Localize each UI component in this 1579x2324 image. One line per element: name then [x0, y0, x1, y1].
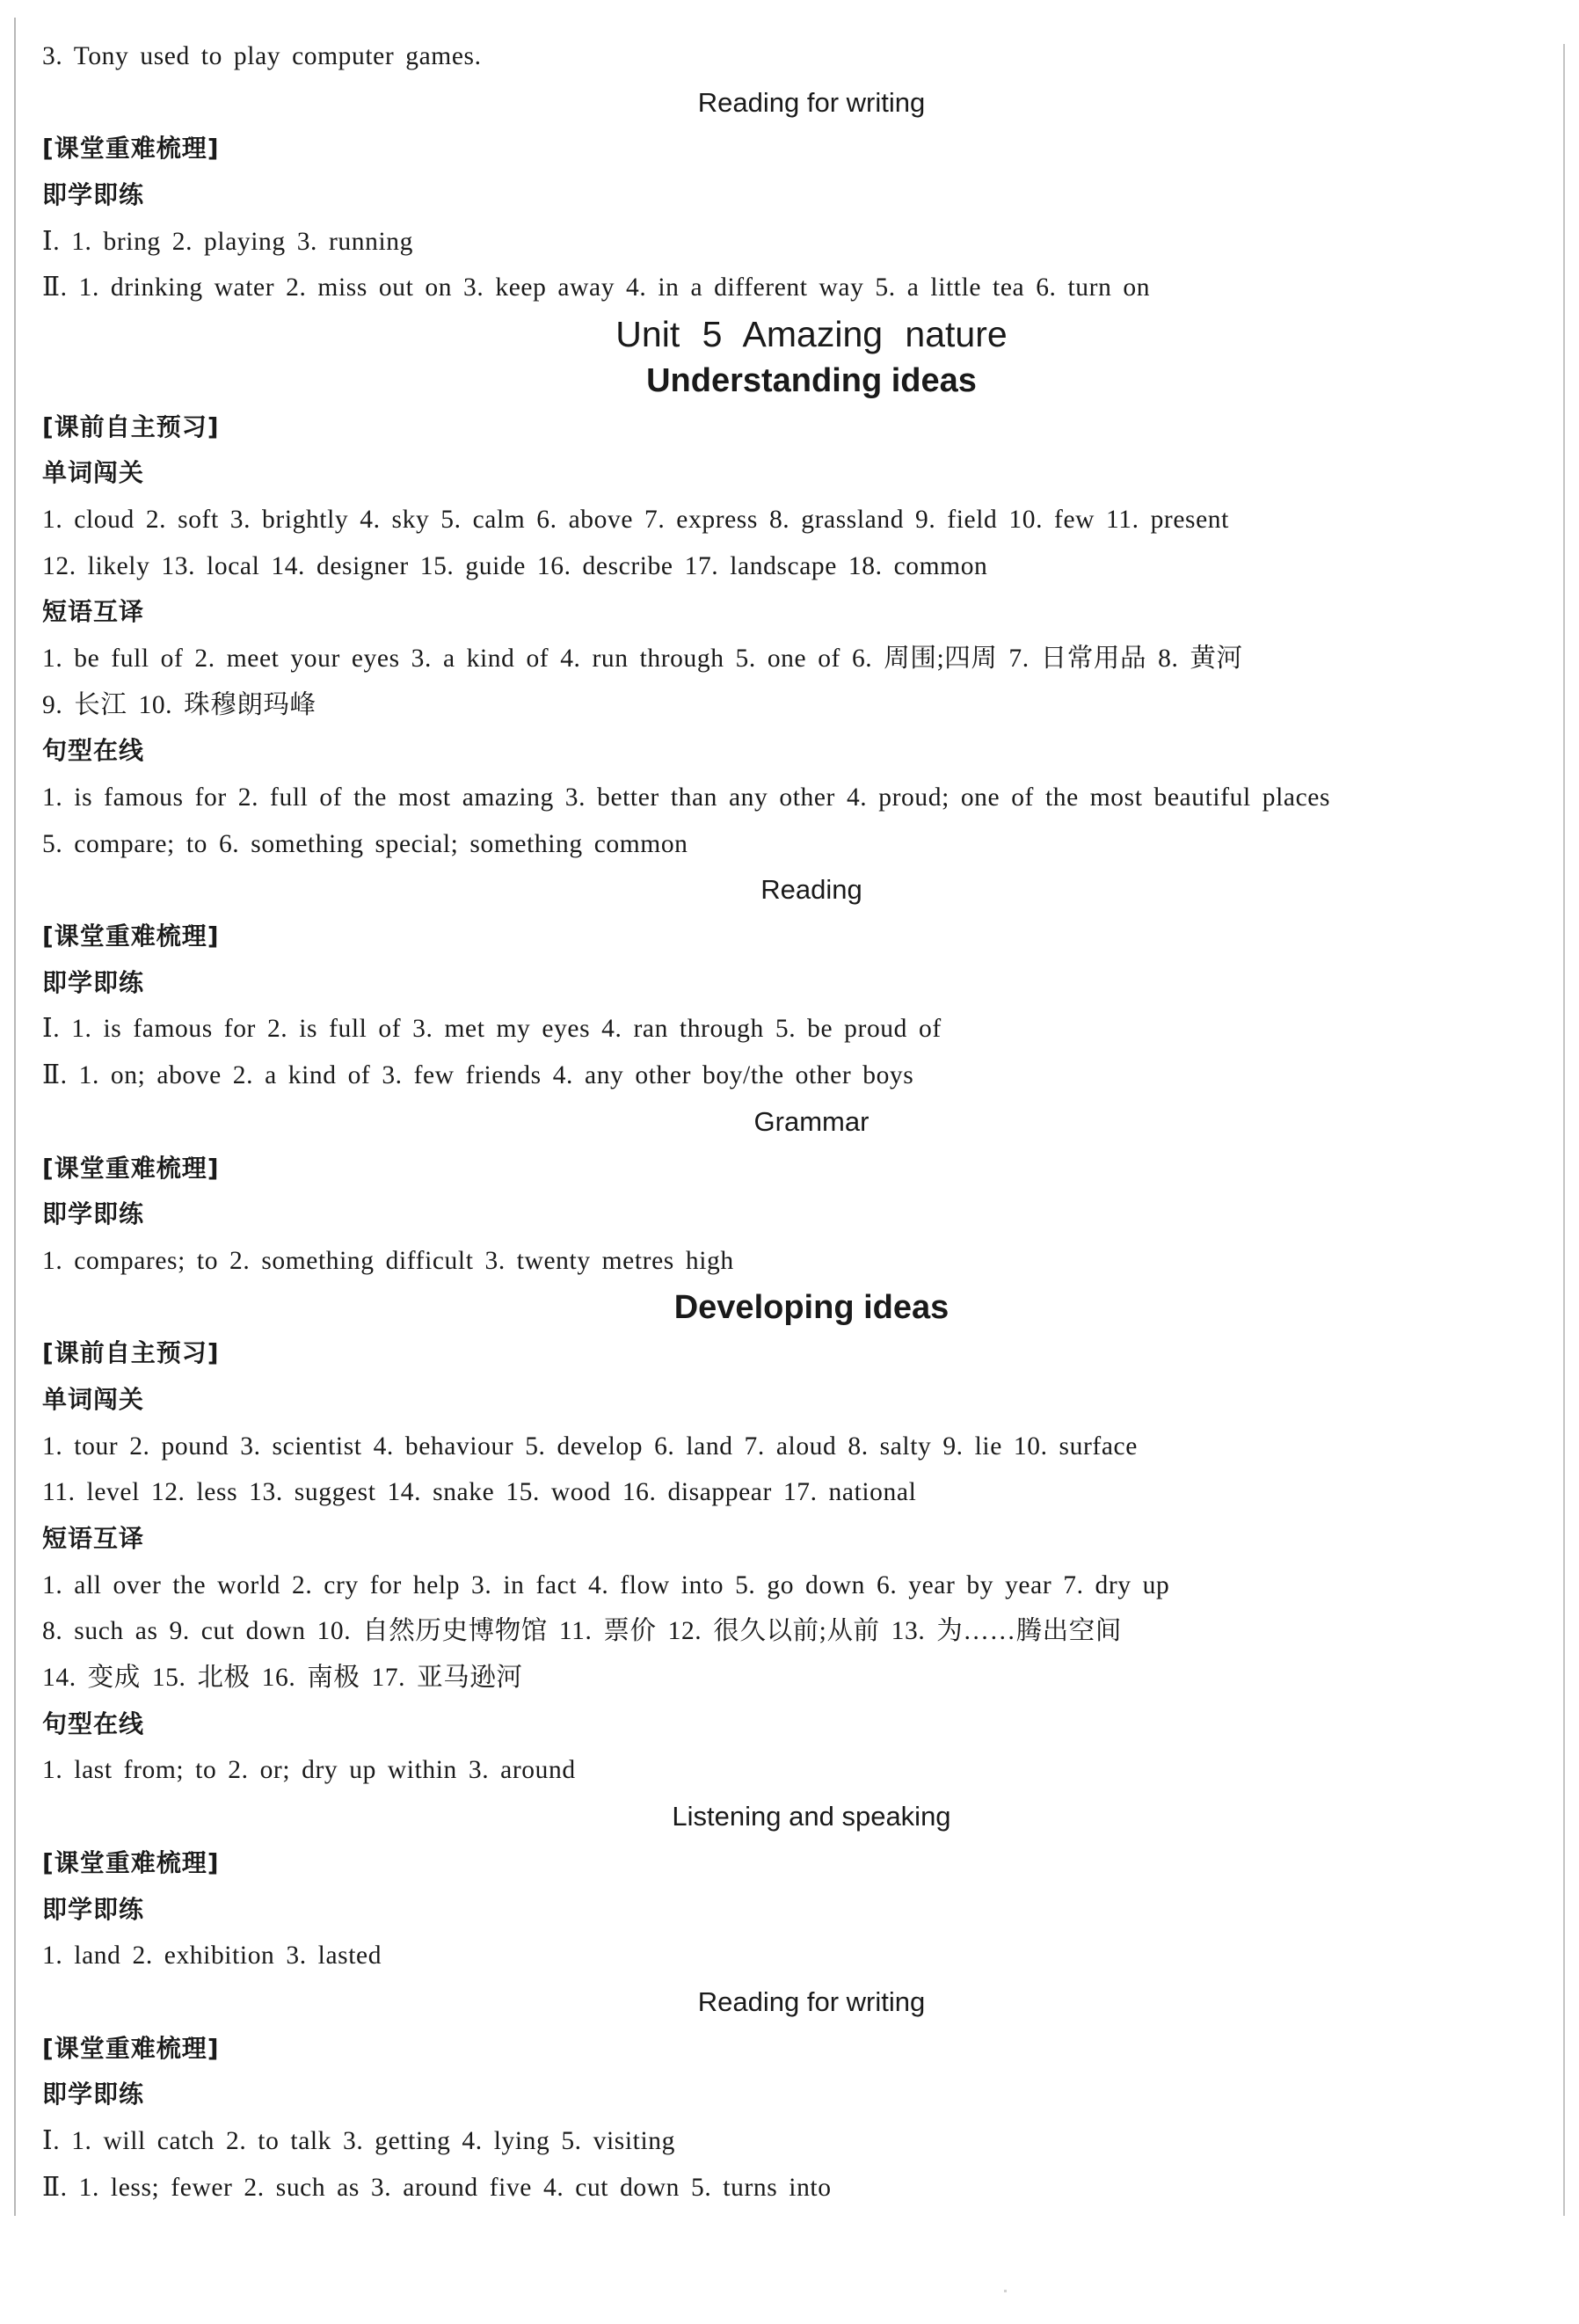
- answer-line: 1. cloud 2. soft 3. brightly 4. sky 5. calm 6. above 7. express 8. grassland 9. field 10. few 11. present: [42, 505, 1229, 534]
- exercise-label: 即学即练: [42, 2080, 145, 2109]
- answer-line: 5. compare; to 6. something special; something common: [42, 829, 688, 858]
- category-label: [课前自主预习]: [42, 1338, 220, 1368]
- right-margin-rule: [1563, 44, 1565, 2216]
- answer-line: Ⅰ. 1. will catch 2. to talk 3. getting 4. lying 5. visiting: [42, 2126, 675, 2155]
- category-label: [课堂重难梳理]: [42, 922, 220, 951]
- unit-title: Unit 5 Amazing nature: [615, 314, 1008, 355]
- answer-line: Ⅱ. 1. less; fewer 2. such as 3. around five 4. cut down 5. turns into: [42, 2173, 832, 2202]
- answer-line: Ⅰ. 1. is famous for 2. is full of 3. met my eyes 4. ran through 5. be proud of: [42, 1015, 942, 1044]
- exercise-label: 短语互译: [42, 597, 145, 627]
- answer-line: 3. Tony used to play computer games.: [42, 42, 482, 70]
- exercise-label: 即学即练: [42, 1199, 145, 1229]
- category-label: [课堂重难梳理]: [42, 134, 220, 164]
- exercise-label: 即学即练: [42, 1894, 145, 1924]
- category-label: [课堂重难梳理]: [42, 1847, 220, 1877]
- scan-speck: [1004, 2290, 1007, 2292]
- exercise-label: 即学即练: [42, 967, 145, 997]
- answer-line: 1. be full of 2. meet your eyes 3. a kind of 4. run through 5. one of 6. 周围;四周 7. 日常用品 8. 黄河: [42, 644, 1243, 673]
- answer-line: 14. 变成 15. 北极 16. 南极 17. 亚马逊河: [42, 1664, 523, 1693]
- answer-line: 1. tour 2. pound 3. scientist 4. behaviour 5. develop 6. land 7. aloud 8. salty 9. lie 10. surface: [42, 1432, 1138, 1461]
- exercise-label: 单词闯关: [42, 1384, 145, 1414]
- answer-line: Ⅱ. 1. drinking water 2. miss out on 3. keep away 4. in a different way 5. a little tea 6. turn on: [42, 273, 1151, 302]
- section-heading: Reading for writing: [697, 1985, 926, 2017]
- answer-line: 1. compares; to 2. something difficult 3. twenty metres high: [42, 1246, 734, 1275]
- exercise-label: 句型在线: [42, 736, 145, 766]
- answer-content: [42, 33, 1546, 2211]
- part-title: Understanding ideas: [646, 361, 977, 399]
- answer-line: 12. likely 13. local 14. designer 15. guide 16. describe 17. landscape 18. common: [42, 551, 988, 580]
- section-heading: Reading: [760, 874, 862, 906]
- answer-line: 1. is famous for 2. full of the most amazing 3. better than any other 4. proud; one of the most beautiful places: [42, 783, 1331, 812]
- answer-line: Ⅰ. 1. bring 2. playing 3. running: [42, 227, 413, 256]
- exercise-label: 单词闯关: [42, 458, 145, 488]
- category-label: [课堂重难梳理]: [42, 2033, 220, 2063]
- answer-line: 11. level 12. less 13. suggest 14. snake 15. wood 16. disappear 17. national: [42, 1478, 917, 1507]
- answer-line: 1. land 2. exhibition 3. lasted: [42, 1942, 382, 1971]
- part-title: Developing ideas: [673, 1288, 950, 1326]
- section-heading: Reading for writing: [697, 86, 926, 118]
- answer-line: 1. last from; to 2. or; dry up within 3. around: [42, 1756, 576, 1785]
- answer-line: 8. such as 9. cut down 10. 自然历史博物馆 11. 票价 12. 很久以前;从前 13. 为……腾出空间: [42, 1617, 1122, 1646]
- category-label: [课前自主预习]: [42, 412, 220, 441]
- exercise-label: 句型在线: [42, 1708, 145, 1738]
- section-heading: Grammar: [753, 1105, 870, 1137]
- category-label: [课堂重难梳理]: [42, 1153, 220, 1183]
- left-margin-rule: [14, 18, 16, 2216]
- exercise-label: 即学即练: [42, 180, 145, 210]
- answer-line: Ⅱ. 1. on; above 2. a kind of 3. few friends 4. any other boy/the other boys: [42, 1061, 914, 1090]
- exercise-label: 短语互译: [42, 1524, 145, 1553]
- answer-line: 1. all over the world 2. cry for help 3. in fact 4. flow into 5. go down 6. year by year 7. dry up: [42, 1570, 1170, 1599]
- answer-line: 9. 长江 10. 珠穆朗玛峰: [42, 690, 317, 719]
- section-heading: Listening and speaking: [672, 1801, 951, 1832]
